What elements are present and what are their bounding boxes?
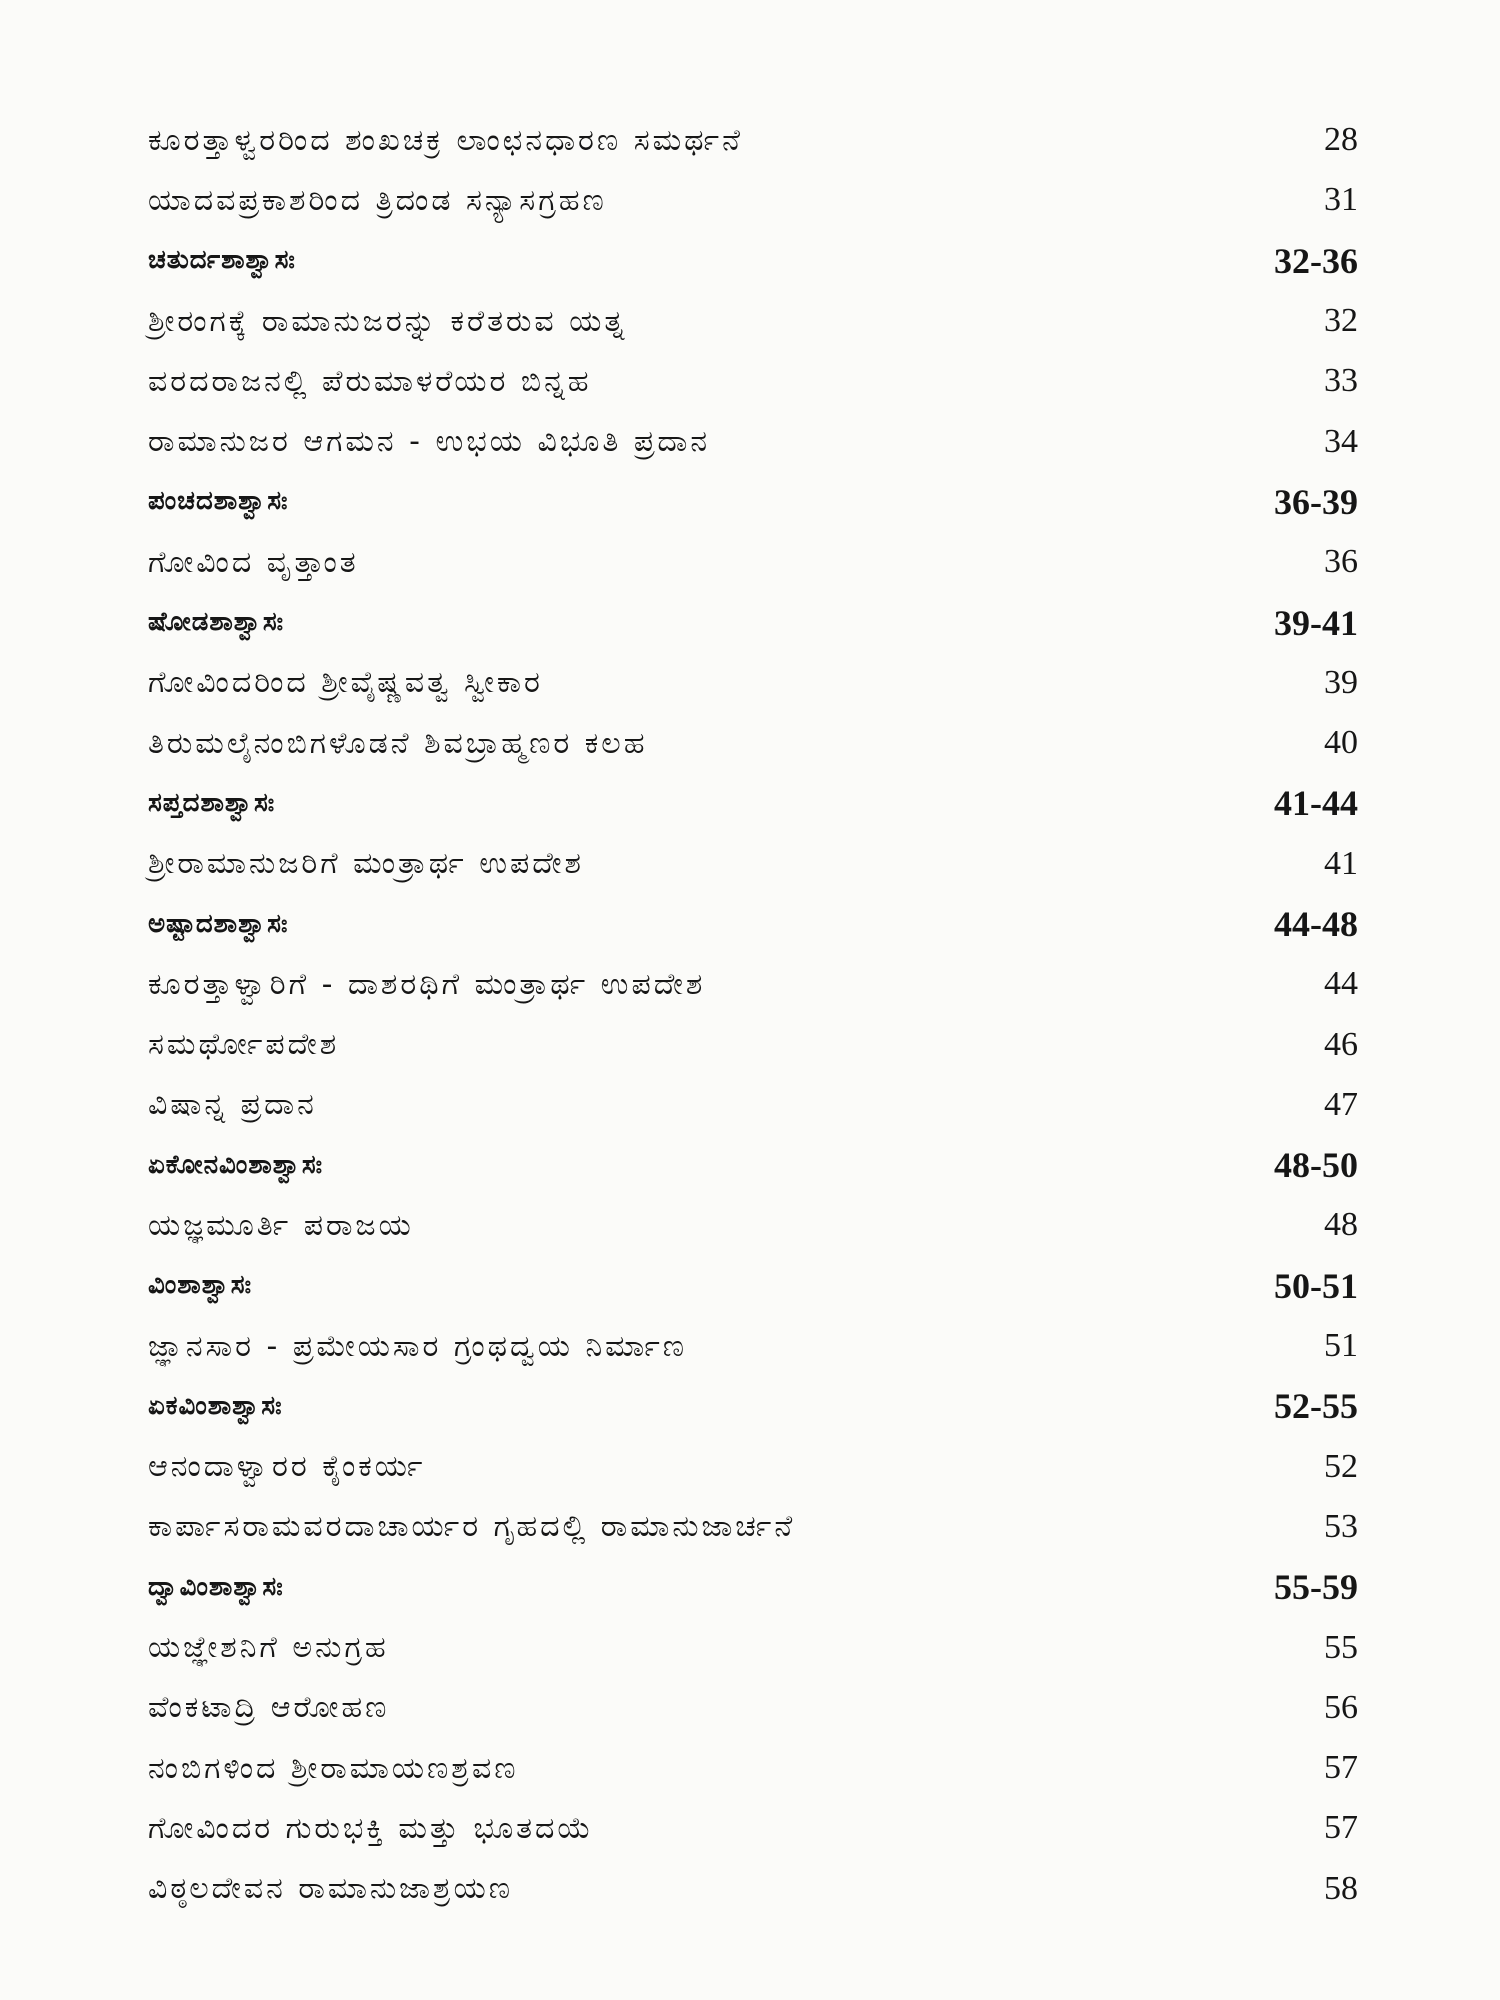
section-page-range: 39-41 <box>1274 602 1358 643</box>
section-page-range: 41-44 <box>1274 783 1358 824</box>
entry-title: ತಿರುಮಲೈನಂಬಿಗಳೊಡನೆ ಶಿವಬ್ರಾಹ್ಮಣರ ಕಲಹ <box>148 725 648 761</box>
section-title: ಚತುರ್ದಶಾಶ್ವಾಸಃ <box>148 245 296 276</box>
toc-entry <box>148 1075 1358 1135</box>
toc-entry <box>148 1195 1358 1255</box>
toc-entry <box>148 1859 1358 1919</box>
entry-page-number: 33 <box>1324 362 1358 400</box>
entry-title: ಯಜ್ಞೇಶನಿಗೆ ಅನುಗ್ರಹ <box>148 1630 389 1666</box>
toc-entry <box>148 532 1358 592</box>
section-page-range: 50-51 <box>1274 1265 1358 1306</box>
toc-section-heading <box>148 231 1358 291</box>
toc-entry <box>148 411 1358 471</box>
toc-entry <box>148 1678 1358 1738</box>
entry-page-number: 53 <box>1324 1507 1358 1545</box>
section-title: ಅಷ್ಟಾದಶಾಶ್ವಾಸಃ <box>148 908 289 939</box>
toc-section-heading <box>148 592 1358 652</box>
toc-section-heading <box>148 773 1358 833</box>
entry-title: ವಿಷಾನ್ನ ಪ್ರದಾನ <box>148 1087 317 1123</box>
section-page-range: 44-48 <box>1274 904 1358 944</box>
entry-title: ಶ್ರೀರಾಮಾನುಜರಿಗೆ ಮಂತ್ರಾರ್ಥ ಉಪದೇಶ <box>148 846 584 882</box>
section-page-range: 52-55 <box>1274 1386 1358 1427</box>
entry-page-number: 48 <box>1324 1206 1358 1244</box>
entry-title: ಗೋವಿಂದ ವೃತ್ತಾಂತ <box>148 544 359 580</box>
entry-page-number: 31 <box>1324 181 1358 219</box>
entry-page-number: 46 <box>1324 1025 1358 1063</box>
toc-entry <box>148 653 1358 713</box>
section-page-range: 32-36 <box>1274 240 1358 281</box>
entry-title: ಗೋವಿಂದರ ಗುರುಭಕ್ತಿ ಮತ್ತು ಭೂತದಯೆ <box>148 1810 594 1846</box>
toc-entry <box>148 351 1358 411</box>
toc-entry <box>148 713 1358 773</box>
entry-page-number: 55 <box>1324 1628 1358 1666</box>
entry-title: ರಾಮಾನುಜರ ಆಗಮನ - ಉಭಯ ವಿಭೂತಿ ಪ್ರದಾನ <box>148 424 711 460</box>
entry-page-number: 57 <box>1324 1749 1358 1787</box>
toc-section-heading <box>148 1376 1358 1436</box>
section-title: ಷೋಡಶಾಶ್ವಾಸಃ <box>148 607 285 638</box>
entry-title: ಗೋವಿಂದರಿಂದ ಶ್ರೀವೈಷ್ಣವತ್ವ ಸ್ವೀಕಾರ <box>148 665 543 701</box>
toc-entry <box>148 1497 1358 1557</box>
entry-page-number: 34 <box>1324 422 1358 460</box>
entry-page-number: 58 <box>1324 1869 1358 1907</box>
entry-title: ಜ್ಞಾನಸಾರ - ಪ್ರಮೇಯಸಾರ ಗ್ರಂಥದ್ವಯ ನಿರ್ಮಾಣ <box>148 1328 688 1364</box>
section-page-range: 55-59 <box>1274 1567 1358 1608</box>
section-title: ವಿಂಶಾಶ್ವಾಸಃ <box>148 1270 253 1301</box>
toc-entry <box>148 1738 1358 1798</box>
entry-title: ವರದರಾಜನಲ್ಲಿ ಪೆರುಮಾಳರೆಯರ ಬಿನ್ನಹ <box>148 363 592 399</box>
toc-entry <box>148 170 1358 230</box>
toc-entry <box>148 1617 1358 1677</box>
toc-section-heading <box>148 1256 1358 1316</box>
entry-title: ಕಾರ್ಪಾಸರಾಮವರದಾಚಾರ್ಯರ ಗೃಹದಲ್ಲಿ ರಾಮಾನುಜಾರ್ಚನೆ <box>148 1509 796 1545</box>
toc-section-heading <box>148 1135 1358 1195</box>
entry-page-number: 51 <box>1324 1327 1358 1365</box>
section-page-range: 48-50 <box>1274 1145 1358 1186</box>
entry-title: ವಿಠ್ಠಲದೇವನ ರಾಮಾನುಜಾಶ್ರಯಣ <box>148 1871 514 1907</box>
entry-title: ಶ್ರೀರಂಗಕ್ಕೆ ರಾಮಾನುಜರನ್ನು ಕರೆತರುವ ಯತ್ನ <box>148 303 628 339</box>
section-title: ದ್ವಾವಿಂಶಾಶ್ವಾಸಃ <box>148 1571 284 1602</box>
entry-page-number: 40 <box>1324 724 1358 762</box>
section-page-range: 36-39 <box>1274 481 1358 522</box>
entry-page-number: 32 <box>1324 302 1358 340</box>
entry-title: ಕೂರತ್ತಾಳ್ವರರಿಂದ ಶಂಖಚಕ್ರ ಲಾಂಛನಧಾರಣ ಸಮರ್ಥನೆ <box>148 122 743 158</box>
entry-page-number: 39 <box>1324 663 1358 701</box>
entry-page-number: 36 <box>1324 543 1358 581</box>
entry-page-number: 44 <box>1324 965 1358 1003</box>
table-of-contents <box>148 110 1358 1919</box>
section-title: ಸಪ್ತದಶಾಶ್ವಾಸಃ <box>148 787 276 818</box>
toc-section-heading <box>148 894 1358 954</box>
section-title: ಪಂಚದಶಾಶ್ವಾಸಃ <box>148 486 289 517</box>
entry-page-number: 56 <box>1324 1688 1358 1726</box>
entry-title: ನಂಬಿಗಳಿಂದ ಶ್ರೀರಾಮಾಯಣಶ್ರವಣ <box>148 1750 519 1786</box>
toc-entry <box>148 1316 1358 1376</box>
entry-title: ಕೂರತ್ತಾಳ್ವಾರಿಗೆ - ದಾಶರಥಿಗೆ ಮಂತ್ರಾರ್ಥ ಉಪದೇಶ <box>148 966 706 1002</box>
entry-title: ಯಜ್ಞಮೂರ್ತಿ ಪರಾಜಯ <box>148 1207 414 1243</box>
entry-title: ಯಾದವಪ್ರಕಾಶರಿಂದ ತ್ರಿದಂಡ ಸನ್ಯಾಸಗ್ರಹಣ <box>148 182 607 218</box>
entry-title: ಸಮರ್ಥೋಪದೇಶ <box>148 1027 340 1063</box>
entry-page-number: 52 <box>1324 1447 1358 1485</box>
entry-title: ಆನಂದಾಳ್ವಾರರ ಕೈಂಕರ್ಯ <box>148 1449 426 1485</box>
section-title: ಏಕೋನವಿಂಶಾಶ್ವಾಸಃ <box>148 1149 324 1180</box>
entry-page-number: 41 <box>1324 844 1358 882</box>
entry-page-number: 28 <box>1324 121 1358 159</box>
entry-title: ವೆಂಕಟಾದ್ರಿ ಆರೋಹಣ <box>148 1690 390 1726</box>
toc-entry <box>148 110 1358 170</box>
toc-entry <box>148 834 1358 894</box>
section-title: ಏಕವಿಂಶಾಶ್ವಾಸಃ <box>148 1390 283 1421</box>
toc-section-heading <box>148 1557 1358 1617</box>
toc-entry <box>148 954 1358 1014</box>
entry-page-number: 57 <box>1324 1809 1358 1847</box>
toc-entry <box>148 1437 1358 1497</box>
toc-entry <box>148 291 1358 351</box>
toc-section-heading <box>148 472 1358 532</box>
toc-entry <box>148 1798 1358 1858</box>
toc-entry <box>148 1014 1358 1074</box>
entry-page-number: 47 <box>1324 1085 1358 1123</box>
